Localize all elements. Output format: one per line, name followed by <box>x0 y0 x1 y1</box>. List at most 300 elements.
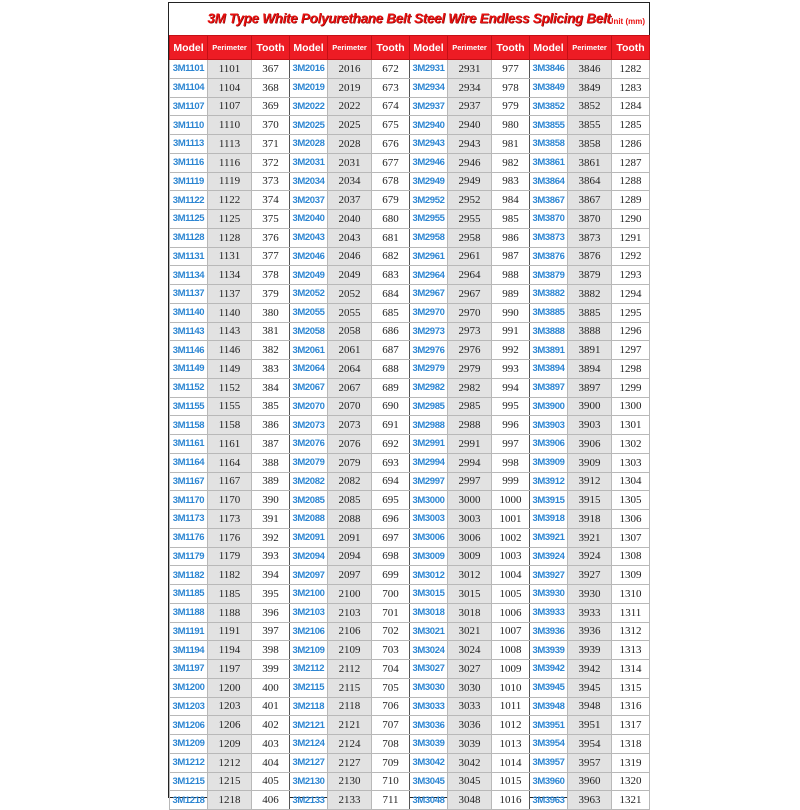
tooth-cell: 402 <box>252 716 290 735</box>
model-cell: 3M2133 <box>290 791 328 810</box>
table-row <box>170 303 650 322</box>
perimeter-cell: 2076 <box>328 435 372 454</box>
perimeter-cell: 2133 <box>328 791 372 810</box>
perimeter-cell: 1149 <box>208 360 252 379</box>
perimeter-cell: 2058 <box>328 322 372 341</box>
perimeter-cell: 2982 <box>448 378 492 397</box>
model-cell: 3M2067 <box>290 378 328 397</box>
tooth-cell: 694 <box>372 472 410 491</box>
model-cell: 3M2025 <box>290 116 328 135</box>
perimeter-cell: 3900 <box>568 397 612 416</box>
tooth-cell: 374 <box>252 191 290 210</box>
perimeter-cell: 3897 <box>568 378 612 397</box>
price-sheet <box>168 2 650 807</box>
tooth-cell: 388 <box>252 453 290 472</box>
perimeter-cell: 2061 <box>328 341 372 360</box>
model-cell: 3M3858 <box>530 135 568 154</box>
tooth-cell: 1016 <box>492 791 530 810</box>
model-cell: 3M2115 <box>290 678 328 697</box>
tooth-cell: 377 <box>252 247 290 266</box>
tooth-cell: 993 <box>492 360 530 379</box>
model-cell: 3M1170 <box>170 491 208 510</box>
perimeter-cell: 1143 <box>208 322 252 341</box>
table-row <box>170 641 650 660</box>
model-cell: 3M3939 <box>530 641 568 660</box>
belt-size-table <box>169 35 650 810</box>
perimeter-cell: 3924 <box>568 547 612 566</box>
tooth-cell: 391 <box>252 510 290 529</box>
model-cell: 3M2952 <box>410 191 448 210</box>
perimeter-cell: 3960 <box>568 772 612 791</box>
perimeter-cell: 3861 <box>568 153 612 172</box>
tooth-cell: 1287 <box>612 153 650 172</box>
tooth-cell: 380 <box>252 303 290 322</box>
tooth-cell: 692 <box>372 435 410 454</box>
model-cell: 3M3879 <box>530 266 568 285</box>
perimeter-cell: 3879 <box>568 266 612 285</box>
tooth-cell: 998 <box>492 453 530 472</box>
model-cell: 3M2130 <box>290 772 328 791</box>
perimeter-cell: 2022 <box>328 97 372 116</box>
model-cell: 3M2100 <box>290 585 328 604</box>
tooth-cell: 697 <box>372 528 410 547</box>
perimeter-cell: 2130 <box>328 772 372 791</box>
model-cell: 3M1155 <box>170 397 208 416</box>
tooth-cell: 1283 <box>612 78 650 97</box>
model-cell: 3M2094 <box>290 547 328 566</box>
tooth-cell: 1305 <box>612 491 650 510</box>
perimeter-cell: 2043 <box>328 228 372 247</box>
tooth-cell: 1001 <box>492 510 530 529</box>
perimeter-cell: 2967 <box>448 285 492 304</box>
model-cell: 3M2022 <box>290 97 328 116</box>
tooth-cell: 1292 <box>612 247 650 266</box>
column-header-model: Model <box>290 36 328 60</box>
model-cell: 3M1110 <box>170 116 208 135</box>
tooth-cell: 672 <box>372 60 410 79</box>
tooth-cell: 693 <box>372 453 410 472</box>
model-cell: 3M1185 <box>170 585 208 604</box>
table-row <box>170 453 650 472</box>
tooth-cell: 1298 <box>612 360 650 379</box>
tooth-cell: 383 <box>252 360 290 379</box>
model-cell: 3M3954 <box>530 735 568 754</box>
model-cell: 3M3021 <box>410 622 448 641</box>
perimeter-cell: 1188 <box>208 603 252 622</box>
unit-label: Unit (mm) <box>607 17 645 26</box>
perimeter-cell: 3027 <box>448 660 492 679</box>
perimeter-cell: 2988 <box>448 416 492 435</box>
perimeter-cell: 1158 <box>208 416 252 435</box>
perimeter-cell: 3927 <box>568 566 612 585</box>
tooth-cell: 707 <box>372 716 410 735</box>
perimeter-cell: 1119 <box>208 172 252 191</box>
tooth-cell: 977 <box>492 60 530 79</box>
perimeter-cell: 2973 <box>448 322 492 341</box>
model-cell: 3M2073 <box>290 416 328 435</box>
table-row <box>170 566 650 585</box>
perimeter-cell: 1167 <box>208 472 252 491</box>
model-cell: 3M1218 <box>170 791 208 810</box>
perimeter-cell: 2097 <box>328 566 372 585</box>
perimeter-cell: 2085 <box>328 491 372 510</box>
model-cell: 3M3948 <box>530 697 568 716</box>
column-header-tooth: Tooth <box>492 36 530 60</box>
model-cell: 3M2121 <box>290 716 328 735</box>
model-cell: 3M1122 <box>170 191 208 210</box>
table-row <box>170 135 650 154</box>
perimeter-cell: 3855 <box>568 116 612 135</box>
perimeter-cell: 2055 <box>328 303 372 322</box>
tooth-cell: 406 <box>252 791 290 810</box>
perimeter-cell: 3033 <box>448 697 492 716</box>
model-cell: 3M3951 <box>530 716 568 735</box>
table-row <box>170 341 650 360</box>
tooth-cell: 386 <box>252 416 290 435</box>
tooth-cell: 994 <box>492 378 530 397</box>
tooth-cell: 1014 <box>492 753 530 772</box>
tooth-cell: 1314 <box>612 660 650 679</box>
perimeter-cell: 3003 <box>448 510 492 529</box>
table-row <box>170 191 650 210</box>
table-row <box>170 660 650 679</box>
perimeter-cell: 3945 <box>568 678 612 697</box>
table-row <box>170 153 650 172</box>
perimeter-cell: 2052 <box>328 285 372 304</box>
table-row <box>170 285 650 304</box>
model-cell: 3M3927 <box>530 566 568 585</box>
model-cell: 3M3915 <box>530 491 568 510</box>
model-cell: 3M2937 <box>410 97 448 116</box>
model-cell: 3M2964 <box>410 266 448 285</box>
perimeter-cell: 3876 <box>568 247 612 266</box>
tooth-cell: 685 <box>372 303 410 322</box>
model-cell: 3M3018 <box>410 603 448 622</box>
perimeter-cell: 3954 <box>568 735 612 754</box>
model-cell: 3M3867 <box>530 191 568 210</box>
perimeter-cell: 3948 <box>568 697 612 716</box>
tooth-cell: 381 <box>252 322 290 341</box>
model-cell: 3M2118 <box>290 697 328 716</box>
column-header-model: Model <box>410 36 448 60</box>
model-cell: 3M2982 <box>410 378 448 397</box>
model-cell: 3M1119 <box>170 172 208 191</box>
perimeter-cell: 1179 <box>208 547 252 566</box>
perimeter-cell: 2964 <box>448 266 492 285</box>
table-row <box>170 116 650 135</box>
table-row <box>170 97 650 116</box>
perimeter-cell: 3006 <box>448 528 492 547</box>
model-cell: 3M3042 <box>410 753 448 772</box>
model-cell: 3M3849 <box>530 78 568 97</box>
model-cell: 3M2109 <box>290 641 328 660</box>
model-cell: 3M3855 <box>530 116 568 135</box>
tooth-cell: 378 <box>252 266 290 285</box>
tooth-cell: 704 <box>372 660 410 679</box>
perimeter-cell: 3903 <box>568 416 612 435</box>
tooth-cell: 379 <box>252 285 290 304</box>
model-cell: 3M1188 <box>170 603 208 622</box>
perimeter-cell: 3909 <box>568 453 612 472</box>
table-row <box>170 528 650 547</box>
perimeter-cell: 2961 <box>448 247 492 266</box>
model-cell: 3M2943 <box>410 135 448 154</box>
model-cell: 3M2985 <box>410 397 448 416</box>
table-row <box>170 172 650 191</box>
tooth-cell: 382 <box>252 341 290 360</box>
perimeter-cell: 2067 <box>328 378 372 397</box>
model-cell: 3M1161 <box>170 435 208 454</box>
tooth-cell: 695 <box>372 491 410 510</box>
perimeter-cell: 1125 <box>208 210 252 229</box>
perimeter-cell: 2079 <box>328 453 372 472</box>
tooth-cell: 384 <box>252 378 290 397</box>
table-row <box>170 491 650 510</box>
perimeter-cell: 2991 <box>448 435 492 454</box>
perimeter-cell: 2124 <box>328 735 372 754</box>
tooth-cell: 394 <box>252 566 290 585</box>
perimeter-cell: 2016 <box>328 60 372 79</box>
table-row <box>170 622 650 641</box>
table-row <box>170 78 650 97</box>
perimeter-cell: 2046 <box>328 247 372 266</box>
tooth-cell: 1291 <box>612 228 650 247</box>
model-cell: 3M2127 <box>290 753 328 772</box>
model-cell: 3M2040 <box>290 210 328 229</box>
tooth-cell: 1299 <box>612 378 650 397</box>
perimeter-cell: 1191 <box>208 622 252 641</box>
tooth-cell: 986 <box>492 228 530 247</box>
perimeter-cell: 1197 <box>208 660 252 679</box>
column-header-tooth: Tooth <box>372 36 410 60</box>
tooth-cell: 371 <box>252 135 290 154</box>
model-cell: 3M1125 <box>170 210 208 229</box>
tooth-cell: 992 <box>492 341 530 360</box>
perimeter-cell: 1209 <box>208 735 252 754</box>
tooth-cell: 983 <box>492 172 530 191</box>
table-row <box>170 735 650 754</box>
tooth-cell: 1008 <box>492 641 530 660</box>
perimeter-cell: 3933 <box>568 603 612 622</box>
table-row <box>170 678 650 697</box>
tooth-cell: 389 <box>252 472 290 491</box>
tooth-cell: 385 <box>252 397 290 416</box>
tooth-cell: 1009 <box>492 660 530 679</box>
perimeter-cell: 2970 <box>448 303 492 322</box>
perimeter-cell: 2031 <box>328 153 372 172</box>
model-cell: 3M3006 <box>410 528 448 547</box>
tooth-cell: 404 <box>252 753 290 772</box>
perimeter-cell: 2955 <box>448 210 492 229</box>
perimeter-cell: 2100 <box>328 585 372 604</box>
model-cell: 3M1131 <box>170 247 208 266</box>
model-cell: 3M1182 <box>170 566 208 585</box>
tooth-cell: 706 <box>372 697 410 716</box>
tooth-cell: 1321 <box>612 791 650 810</box>
perimeter-cell: 3858 <box>568 135 612 154</box>
tooth-cell: 1317 <box>612 716 650 735</box>
tooth-cell: 393 <box>252 547 290 566</box>
model-cell: 3M2949 <box>410 172 448 191</box>
model-cell: 3M2037 <box>290 191 328 210</box>
tooth-cell: 1290 <box>612 210 650 229</box>
perimeter-cell: 3048 <box>448 791 492 810</box>
perimeter-cell: 1101 <box>208 60 252 79</box>
tooth-cell: 711 <box>372 791 410 810</box>
perimeter-cell: 2997 <box>448 472 492 491</box>
perimeter-cell: 2127 <box>328 753 372 772</box>
tooth-cell: 682 <box>372 247 410 266</box>
table-row <box>170 697 650 716</box>
perimeter-cell: 2028 <box>328 135 372 154</box>
perimeter-cell: 3936 <box>568 622 612 641</box>
tooth-cell: 1294 <box>612 285 650 304</box>
perimeter-cell: 1122 <box>208 191 252 210</box>
tooth-cell: 981 <box>492 135 530 154</box>
perimeter-cell: 3921 <box>568 528 612 547</box>
model-cell: 3M3963 <box>530 791 568 810</box>
model-cell: 3M2991 <box>410 435 448 454</box>
tooth-cell: 398 <box>252 641 290 660</box>
tooth-cell: 1006 <box>492 603 530 622</box>
table-row <box>170 416 650 435</box>
tooth-cell: 696 <box>372 510 410 529</box>
tooth-cell: 674 <box>372 97 410 116</box>
tooth-cell: 710 <box>372 772 410 791</box>
model-cell: 3M2034 <box>290 172 328 191</box>
tooth-cell: 691 <box>372 416 410 435</box>
model-cell: 3M3909 <box>530 453 568 472</box>
table-body <box>170 60 650 810</box>
model-cell: 3M2052 <box>290 285 328 304</box>
perimeter-cell: 3891 <box>568 341 612 360</box>
table-row <box>170 247 650 266</box>
model-cell: 3M1140 <box>170 303 208 322</box>
tooth-cell: 1300 <box>612 397 650 416</box>
model-cell: 3M1191 <box>170 622 208 641</box>
tooth-cell: 995 <box>492 397 530 416</box>
tooth-cell: 372 <box>252 153 290 172</box>
model-cell: 3M1167 <box>170 472 208 491</box>
perimeter-cell: 1134 <box>208 266 252 285</box>
perimeter-cell: 2937 <box>448 97 492 116</box>
tooth-cell: 978 <box>492 78 530 97</box>
model-cell: 3M1179 <box>170 547 208 566</box>
page-title: 3M Type White Polyurethane Belt Steel Wire Endless Splicing Belt <box>207 11 611 26</box>
model-cell: 3M2028 <box>290 135 328 154</box>
model-cell: 3M2973 <box>410 322 448 341</box>
model-cell: 3M3030 <box>410 678 448 697</box>
perimeter-cell: 2946 <box>448 153 492 172</box>
tooth-cell: 702 <box>372 622 410 641</box>
perimeter-cell: 1152 <box>208 378 252 397</box>
model-cell: 3M2091 <box>290 528 328 547</box>
perimeter-cell: 1140 <box>208 303 252 322</box>
model-cell: 3M2079 <box>290 453 328 472</box>
table-row <box>170 378 650 397</box>
model-cell: 3M3039 <box>410 735 448 754</box>
model-cell: 3M3945 <box>530 678 568 697</box>
model-cell: 3M3960 <box>530 772 568 791</box>
table-row <box>170 772 650 791</box>
model-cell: 3M2961 <box>410 247 448 266</box>
tooth-cell: 1312 <box>612 622 650 641</box>
perimeter-cell: 3852 <box>568 97 612 116</box>
title-bar <box>169 3 649 35</box>
table-row <box>170 360 650 379</box>
tooth-cell: 698 <box>372 547 410 566</box>
tooth-cell: 681 <box>372 228 410 247</box>
model-cell: 3M3921 <box>530 528 568 547</box>
model-cell: 3M1113 <box>170 135 208 154</box>
model-cell: 3M3900 <box>530 397 568 416</box>
tooth-cell: 375 <box>252 210 290 229</box>
perimeter-cell: 3024 <box>448 641 492 660</box>
model-cell: 3M2019 <box>290 78 328 97</box>
tooth-cell: 1288 <box>612 172 650 191</box>
tooth-cell: 370 <box>252 116 290 135</box>
tooth-cell: 1286 <box>612 135 650 154</box>
perimeter-cell: 1176 <box>208 528 252 547</box>
table-row <box>170 510 650 529</box>
column-header-model: Model <box>530 36 568 60</box>
perimeter-cell: 3015 <box>448 585 492 604</box>
tooth-cell: 687 <box>372 341 410 360</box>
tooth-cell: 989 <box>492 285 530 304</box>
tooth-cell: 985 <box>492 210 530 229</box>
tooth-cell: 1012 <box>492 716 530 735</box>
model-cell: 3M1212 <box>170 753 208 772</box>
perimeter-cell: 3009 <box>448 547 492 566</box>
model-cell: 3M2076 <box>290 435 328 454</box>
perimeter-cell: 2037 <box>328 191 372 210</box>
model-cell: 3M2088 <box>290 510 328 529</box>
perimeter-cell: 3885 <box>568 303 612 322</box>
tooth-cell: 988 <box>492 266 530 285</box>
model-cell: 3M2931 <box>410 60 448 79</box>
tooth-cell: 673 <box>372 78 410 97</box>
perimeter-cell: 2094 <box>328 547 372 566</box>
table-row <box>170 210 650 229</box>
model-cell: 3M1176 <box>170 528 208 547</box>
perimeter-cell: 2985 <box>448 397 492 416</box>
model-cell: 3M1173 <box>170 510 208 529</box>
tooth-cell: 678 <box>372 172 410 191</box>
perimeter-cell: 2979 <box>448 360 492 379</box>
model-cell: 3M3876 <box>530 247 568 266</box>
perimeter-cell: 1173 <box>208 510 252 529</box>
model-cell: 3M3870 <box>530 210 568 229</box>
table-row <box>170 435 650 454</box>
perimeter-cell: 1182 <box>208 566 252 585</box>
model-cell: 3M2994 <box>410 453 448 472</box>
tooth-cell: 1293 <box>612 266 650 285</box>
table-row <box>170 547 650 566</box>
tooth-cell: 708 <box>372 735 410 754</box>
perimeter-cell: 3867 <box>568 191 612 210</box>
perimeter-cell: 1104 <box>208 78 252 97</box>
model-cell: 3M2058 <box>290 322 328 341</box>
perimeter-cell: 3870 <box>568 210 612 229</box>
model-cell: 3M3897 <box>530 378 568 397</box>
tooth-cell: 699 <box>372 566 410 585</box>
perimeter-cell: 1110 <box>208 116 252 135</box>
perimeter-cell: 1212 <box>208 753 252 772</box>
perimeter-cell: 2049 <box>328 266 372 285</box>
model-cell: 3M1143 <box>170 322 208 341</box>
model-cell: 3M3012 <box>410 566 448 585</box>
table-row <box>170 585 650 604</box>
